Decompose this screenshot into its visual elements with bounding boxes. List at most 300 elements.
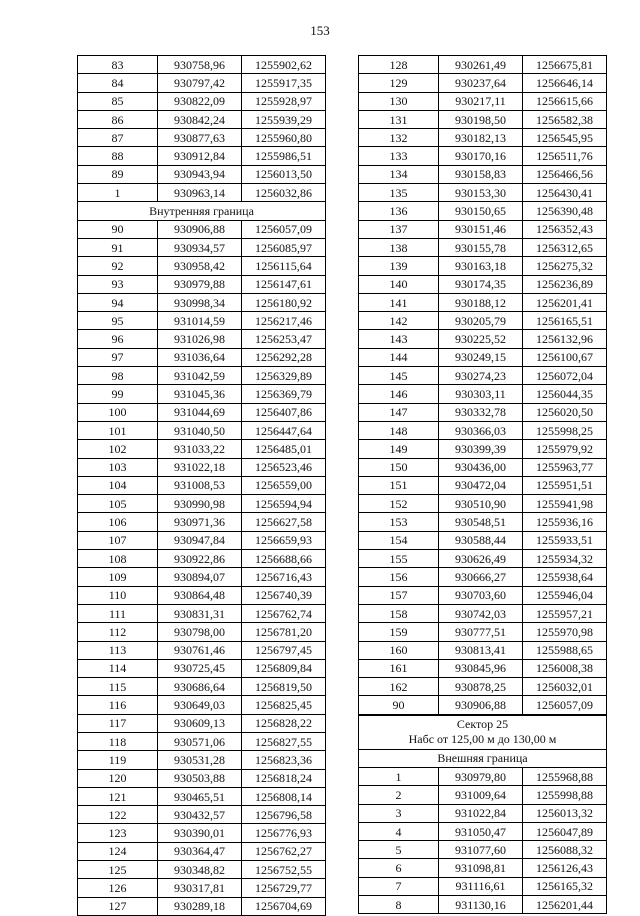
point-number-cell: 87	[78, 129, 158, 147]
table-row	[359, 458, 607, 476]
y-coordinate-cell: 1255946,04	[523, 586, 607, 604]
y-coordinate-cell: 1256796,58	[242, 806, 326, 824]
point-number-cell: 3	[359, 804, 439, 822]
x-coordinate-cell: 930742,03	[439, 604, 523, 622]
point-number-cell: 130	[359, 92, 439, 110]
y-coordinate-cell: 1256762,74	[242, 604, 326, 622]
y-coordinate-cell: 1256430,41	[523, 184, 607, 202]
y-coordinate-cell: 1256013,50	[242, 165, 326, 183]
x-coordinate-cell: 930877,63	[158, 129, 242, 147]
point-number-cell: 103	[78, 458, 158, 476]
table-row	[359, 421, 607, 439]
y-coordinate-cell: 1256329,89	[242, 367, 326, 385]
point-number-cell: 117	[78, 714, 158, 732]
x-coordinate-cell: 930472,04	[439, 476, 523, 494]
y-coordinate-cell: 1256147,61	[242, 275, 326, 293]
x-coordinate-cell: 930906,88	[439, 696, 523, 714]
table-row	[78, 110, 326, 128]
table-row	[359, 165, 607, 183]
y-coordinate-cell: 1256057,09	[242, 220, 326, 238]
point-number-cell: 89	[78, 165, 158, 183]
y-coordinate-cell: 1255998,88	[523, 786, 607, 804]
x-coordinate-cell: 930303,11	[439, 385, 523, 403]
x-coordinate-cell: 930261,49	[439, 56, 523, 74]
table-row	[78, 531, 326, 549]
y-coordinate-cell: 1255933,51	[523, 531, 607, 549]
point-number-cell: 123	[78, 824, 158, 842]
x-coordinate-cell: 930249,15	[439, 348, 523, 366]
table-row	[359, 513, 607, 531]
x-coordinate-cell: 930465,51	[158, 787, 242, 805]
point-number-cell: 7	[359, 877, 439, 895]
point-number-cell: 139	[359, 257, 439, 275]
point-number-cell: 138	[359, 238, 439, 256]
point-number-cell: 96	[78, 330, 158, 348]
y-coordinate-cell: 1256819,50	[242, 678, 326, 696]
y-coordinate-cell: 1256292,28	[242, 348, 326, 366]
point-number-cell: 115	[78, 678, 158, 696]
point-number-cell: 90	[78, 220, 158, 238]
x-coordinate-cell: 930237,64	[439, 74, 523, 92]
x-coordinate-cell: 930163,18	[439, 257, 523, 275]
y-coordinate-cell: 1255939,29	[242, 110, 326, 128]
point-number-cell: 111	[78, 604, 158, 622]
point-number-cell: 8	[359, 896, 439, 914]
point-number-cell: 95	[78, 312, 158, 330]
y-coordinate-cell: 1256165,51	[523, 312, 607, 330]
point-number-cell: 125	[78, 861, 158, 879]
y-coordinate-cell: 1256797,45	[242, 641, 326, 659]
x-coordinate-cell: 931022,84	[439, 804, 523, 822]
x-coordinate-cell: 931077,60	[439, 841, 523, 859]
y-coordinate-cell: 1256020,50	[523, 403, 607, 421]
x-coordinate-cell: 930845,96	[439, 659, 523, 677]
table-row	[78, 312, 326, 330]
x-coordinate-cell: 930979,88	[158, 275, 242, 293]
point-number-cell: 157	[359, 586, 439, 604]
x-coordinate-cell: 930831,31	[158, 604, 242, 622]
y-coordinate-cell: 1256523,46	[242, 458, 326, 476]
x-coordinate-cell: 930155,78	[439, 238, 523, 256]
point-number-cell: 140	[359, 275, 439, 293]
left-coordinates-column	[77, 55, 326, 916]
table-row	[359, 623, 607, 641]
x-coordinate-cell: 930798,00	[158, 623, 242, 641]
y-coordinate-cell: 1256008,38	[523, 659, 607, 677]
point-number-cell: 145	[359, 367, 439, 385]
point-number-cell: 150	[359, 458, 439, 476]
y-coordinate-cell: 1255917,35	[242, 74, 326, 92]
x-coordinate-cell: 930878,25	[439, 678, 523, 696]
y-coordinate-cell: 1256390,48	[523, 202, 607, 220]
table-row	[359, 495, 607, 513]
table-row	[359, 586, 607, 604]
right-rows-after-heading	[359, 767, 607, 913]
x-coordinate-cell: 931045,36	[158, 385, 242, 403]
x-coordinate-cell: 930686,64	[158, 678, 242, 696]
table-row	[78, 824, 326, 842]
table-row	[359, 531, 607, 549]
y-coordinate-cell: 1255986,51	[242, 147, 326, 165]
x-coordinate-cell: 930797,42	[158, 74, 242, 92]
table-row	[359, 110, 607, 128]
y-coordinate-cell: 1256085,97	[242, 238, 326, 256]
x-coordinate-cell: 930317,81	[158, 879, 242, 897]
table-row	[78, 769, 326, 787]
table-row	[78, 440, 326, 458]
point-number-cell: 144	[359, 348, 439, 366]
table-row	[78, 732, 326, 750]
y-coordinate-cell: 1256236,89	[523, 275, 607, 293]
x-coordinate-cell: 930150,65	[439, 202, 523, 220]
x-coordinate-cell: 930174,35	[439, 275, 523, 293]
table-row	[359, 257, 607, 275]
point-number-cell: 110	[78, 586, 158, 604]
x-coordinate-cell: 930963,14	[158, 184, 242, 202]
table-row	[78, 696, 326, 714]
y-coordinate-cell: 1256511,76	[523, 147, 607, 165]
x-coordinate-cell: 930399,39	[439, 440, 523, 458]
x-coordinate-cell: 930531,28	[158, 751, 242, 769]
x-coordinate-cell: 930666,27	[439, 568, 523, 586]
point-number-cell: 104	[78, 476, 158, 494]
left-heading-group	[78, 202, 326, 220]
point-number-cell: 141	[359, 293, 439, 311]
table-row	[359, 202, 607, 220]
y-coordinate-cell: 1256032,86	[242, 184, 326, 202]
y-coordinate-cell: 1256827,55	[242, 732, 326, 750]
y-coordinate-cell: 1256217,46	[242, 312, 326, 330]
x-coordinate-cell: 931036,64	[158, 348, 242, 366]
table-row	[78, 56, 326, 74]
y-coordinate-cell: 1256165,32	[523, 877, 607, 895]
y-coordinate-cell: 1256115,64	[242, 257, 326, 275]
y-coordinate-cell: 1256752,55	[242, 861, 326, 879]
table-row	[359, 129, 607, 147]
x-coordinate-cell: 930188,12	[439, 293, 523, 311]
x-coordinate-cell: 930934,57	[158, 238, 242, 256]
point-number-cell: 107	[78, 531, 158, 549]
x-coordinate-cell: 930436,00	[439, 458, 523, 476]
point-number-cell: 2	[359, 786, 439, 804]
y-coordinate-cell: 1255902,62	[242, 56, 326, 74]
section-heading-row	[78, 202, 326, 220]
point-number-cell: 147	[359, 403, 439, 421]
left-rows-after-heading	[78, 220, 326, 915]
point-number-cell: 148	[359, 421, 439, 439]
table-row	[359, 184, 607, 202]
x-coordinate-cell: 930182,13	[439, 129, 523, 147]
table-row	[359, 550, 607, 568]
x-coordinate-cell: 930979,80	[439, 767, 523, 785]
point-number-cell: 90	[359, 696, 439, 714]
y-coordinate-cell: 1256582,38	[523, 110, 607, 128]
table-row	[78, 257, 326, 275]
table-row	[78, 92, 326, 110]
table-row	[359, 786, 607, 804]
x-coordinate-cell: 930922,86	[158, 550, 242, 568]
y-coordinate-cell: 1255988,65	[523, 641, 607, 659]
point-number-cell: 88	[78, 147, 158, 165]
point-number-cell: 120	[78, 769, 158, 787]
y-coordinate-cell: 1256352,43	[523, 220, 607, 238]
x-coordinate-cell: 931130,16	[439, 896, 523, 914]
point-number-cell: 152	[359, 495, 439, 513]
point-number-cell: 143	[359, 330, 439, 348]
point-number-cell: 106	[78, 513, 158, 531]
table-row	[359, 659, 607, 677]
table-row	[78, 714, 326, 732]
table-row	[359, 804, 607, 822]
right-coordinates-table	[358, 55, 607, 715]
x-coordinate-cell: 930906,88	[158, 220, 242, 238]
y-coordinate-cell: 1256704,69	[242, 897, 326, 915]
x-coordinate-cell: 930548,51	[439, 513, 523, 531]
table-row	[78, 586, 326, 604]
y-coordinate-cell: 1256447,64	[242, 421, 326, 439]
table-row	[359, 841, 607, 859]
point-number-cell: 94	[78, 293, 158, 311]
y-coordinate-cell: 1255938,64	[523, 568, 607, 586]
point-number-cell: 132	[359, 129, 439, 147]
x-coordinate-cell: 930198,50	[439, 110, 523, 128]
point-number-cell: 134	[359, 165, 439, 183]
table-row	[359, 568, 607, 586]
left-coordinates-table	[77, 55, 326, 916]
table-row	[78, 476, 326, 494]
y-coordinate-cell: 1256716,43	[242, 568, 326, 586]
table-row	[78, 147, 326, 165]
table-row	[359, 330, 607, 348]
point-number-cell: 159	[359, 623, 439, 641]
y-coordinate-cell: 1256740,39	[242, 586, 326, 604]
y-coordinate-cell: 1256809,84	[242, 659, 326, 677]
x-coordinate-cell: 931022,18	[158, 458, 242, 476]
y-coordinate-cell: 1256675,81	[523, 56, 607, 74]
x-coordinate-cell: 930588,44	[439, 531, 523, 549]
point-number-cell: 108	[78, 550, 158, 568]
point-number-cell: 128	[359, 56, 439, 74]
y-coordinate-cell: 1256072,04	[523, 367, 607, 385]
point-number-cell: 101	[78, 421, 158, 439]
point-number-cell: 92	[78, 257, 158, 275]
x-coordinate-cell: 931014,59	[158, 312, 242, 330]
point-number-cell: 149	[359, 440, 439, 458]
x-coordinate-cell: 930609,13	[158, 714, 242, 732]
y-coordinate-cell: 1256825,45	[242, 696, 326, 714]
table-row	[78, 275, 326, 293]
x-coordinate-cell: 930725,45	[158, 659, 242, 677]
y-coordinate-cell: 1256466,56	[523, 165, 607, 183]
point-number-cell: 86	[78, 110, 158, 128]
right-coordinates-column	[358, 55, 607, 914]
table-row	[359, 896, 607, 914]
table-row	[78, 623, 326, 641]
x-coordinate-cell: 930510,90	[439, 495, 523, 513]
table-row	[359, 859, 607, 877]
table-row	[78, 604, 326, 622]
x-coordinate-cell: 930366,03	[439, 421, 523, 439]
y-coordinate-cell: 1255934,32	[523, 550, 607, 568]
x-coordinate-cell: 930842,24	[158, 110, 242, 128]
y-coordinate-cell: 1255941,98	[523, 495, 607, 513]
table-row	[78, 348, 326, 366]
x-coordinate-cell: 930503,88	[158, 769, 242, 787]
point-number-cell: 102	[78, 440, 158, 458]
table-row	[359, 767, 607, 785]
x-coordinate-cell: 930170,16	[439, 147, 523, 165]
y-coordinate-cell: 1256369,79	[242, 385, 326, 403]
x-coordinate-cell: 930332,78	[439, 403, 523, 421]
table-row	[78, 550, 326, 568]
table-row	[78, 678, 326, 696]
x-coordinate-cell: 930758,96	[158, 56, 242, 74]
table-row	[359, 275, 607, 293]
x-coordinate-cell: 930151,46	[439, 220, 523, 238]
y-coordinate-cell: 1256627,58	[242, 513, 326, 531]
table-row	[78, 330, 326, 348]
point-number-cell: 85	[78, 92, 158, 110]
y-coordinate-cell: 1255936,16	[523, 513, 607, 531]
x-coordinate-cell: 930990,98	[158, 495, 242, 513]
table-row	[78, 385, 326, 403]
x-coordinate-cell: 930348,82	[158, 861, 242, 879]
y-coordinate-cell: 1256275,32	[523, 257, 607, 275]
x-coordinate-cell: 930703,60	[439, 586, 523, 604]
point-number-cell: 100	[78, 403, 158, 421]
point-number-cell: 109	[78, 568, 158, 586]
x-coordinate-cell: 930274,23	[439, 367, 523, 385]
point-number-cell: 151	[359, 476, 439, 494]
x-coordinate-cell: 930894,07	[158, 568, 242, 586]
point-number-cell: 4	[359, 822, 439, 840]
table-row	[78, 495, 326, 513]
table-row	[359, 476, 607, 494]
x-coordinate-cell: 930158,83	[439, 165, 523, 183]
y-coordinate-cell: 1255963,77	[523, 458, 607, 476]
table-row	[78, 458, 326, 476]
table-row	[78, 238, 326, 256]
table-row	[78, 367, 326, 385]
x-coordinate-cell: 930777,51	[439, 623, 523, 641]
point-number-cell: 142	[359, 312, 439, 330]
x-coordinate-cell: 930943,94	[158, 165, 242, 183]
point-number-cell: 155	[359, 550, 439, 568]
table-row	[359, 92, 607, 110]
table-row	[359, 678, 607, 696]
table-row	[359, 641, 607, 659]
point-number-cell: 105	[78, 495, 158, 513]
point-number-cell: 99	[78, 385, 158, 403]
x-coordinate-cell: 930958,42	[158, 257, 242, 275]
table-row	[78, 787, 326, 805]
point-number-cell: 1	[78, 184, 158, 202]
x-coordinate-cell: 930649,03	[158, 696, 242, 714]
y-coordinate-cell: 1256729,77	[242, 879, 326, 897]
y-coordinate-cell: 1256818,24	[242, 769, 326, 787]
point-number-cell: 93	[78, 275, 158, 293]
point-number-cell: 136	[359, 202, 439, 220]
point-number-cell: 131	[359, 110, 439, 128]
x-coordinate-cell: 930761,46	[158, 641, 242, 659]
point-number-cell: 156	[359, 568, 439, 586]
table-row	[78, 129, 326, 147]
x-coordinate-cell: 931044,69	[158, 403, 242, 421]
point-number-cell: 1	[359, 767, 439, 785]
x-coordinate-cell: 930998,34	[158, 293, 242, 311]
table-row	[78, 184, 326, 202]
y-coordinate-cell: 1256407,86	[242, 403, 326, 421]
table-row	[359, 604, 607, 622]
table-row	[78, 879, 326, 897]
table-row	[359, 348, 607, 366]
y-coordinate-cell: 1256253,47	[242, 330, 326, 348]
left-rows-before-heading	[78, 56, 326, 202]
table-row	[359, 440, 607, 458]
point-number-cell: 113	[78, 641, 158, 659]
y-coordinate-cell: 1256545,95	[523, 129, 607, 147]
x-coordinate-cell: 930571,06	[158, 732, 242, 750]
y-coordinate-cell: 1256312,65	[523, 238, 607, 256]
y-coordinate-cell: 1256594,94	[242, 495, 326, 513]
x-coordinate-cell: 930205,79	[439, 312, 523, 330]
table-row	[359, 822, 607, 840]
point-number-cell: 122	[78, 806, 158, 824]
y-coordinate-cell: 1256762,27	[242, 842, 326, 860]
point-number-cell: 97	[78, 348, 158, 366]
x-coordinate-cell: 930971,36	[158, 513, 242, 531]
y-coordinate-cell: 1255979,92	[523, 440, 607, 458]
y-coordinate-cell: 1256044,35	[523, 385, 607, 403]
point-number-cell: 146	[359, 385, 439, 403]
sector-header-row	[359, 715, 607, 749]
x-coordinate-cell: 931026,98	[158, 330, 242, 348]
table-row	[359, 147, 607, 165]
y-coordinate-cell: 1256013,32	[523, 804, 607, 822]
table-row	[78, 659, 326, 677]
point-number-cell: 154	[359, 531, 439, 549]
table-row	[359, 877, 607, 895]
right-rows-before-sector	[359, 56, 607, 715]
point-number-cell: 161	[359, 659, 439, 677]
y-coordinate-cell: 1256808,14	[242, 787, 326, 805]
point-number-cell: 127	[78, 897, 158, 915]
point-number-cell: 119	[78, 751, 158, 769]
table-row	[78, 513, 326, 531]
table-row	[359, 293, 607, 311]
x-coordinate-cell: 930912,84	[158, 147, 242, 165]
point-number-cell: 158	[359, 604, 439, 622]
point-number-cell: 160	[359, 641, 439, 659]
point-number-cell: 153	[359, 513, 439, 531]
x-coordinate-cell: 930822,09	[158, 92, 242, 110]
table-row	[78, 220, 326, 238]
x-coordinate-cell: 930289,18	[158, 897, 242, 915]
point-number-cell: 83	[78, 56, 158, 74]
table-row	[78, 641, 326, 659]
point-number-cell: 129	[359, 74, 439, 92]
y-coordinate-cell: 1255970,98	[523, 623, 607, 641]
y-coordinate-cell: 1256615,66	[523, 92, 607, 110]
table-row	[359, 367, 607, 385]
point-number-cell: 137	[359, 220, 439, 238]
y-coordinate-cell: 1256201,41	[523, 293, 607, 311]
x-coordinate-cell: 930364,47	[158, 842, 242, 860]
table-row	[78, 403, 326, 421]
point-number-cell: 126	[78, 879, 158, 897]
table-row	[78, 421, 326, 439]
x-coordinate-cell: 931116,61	[439, 877, 523, 895]
